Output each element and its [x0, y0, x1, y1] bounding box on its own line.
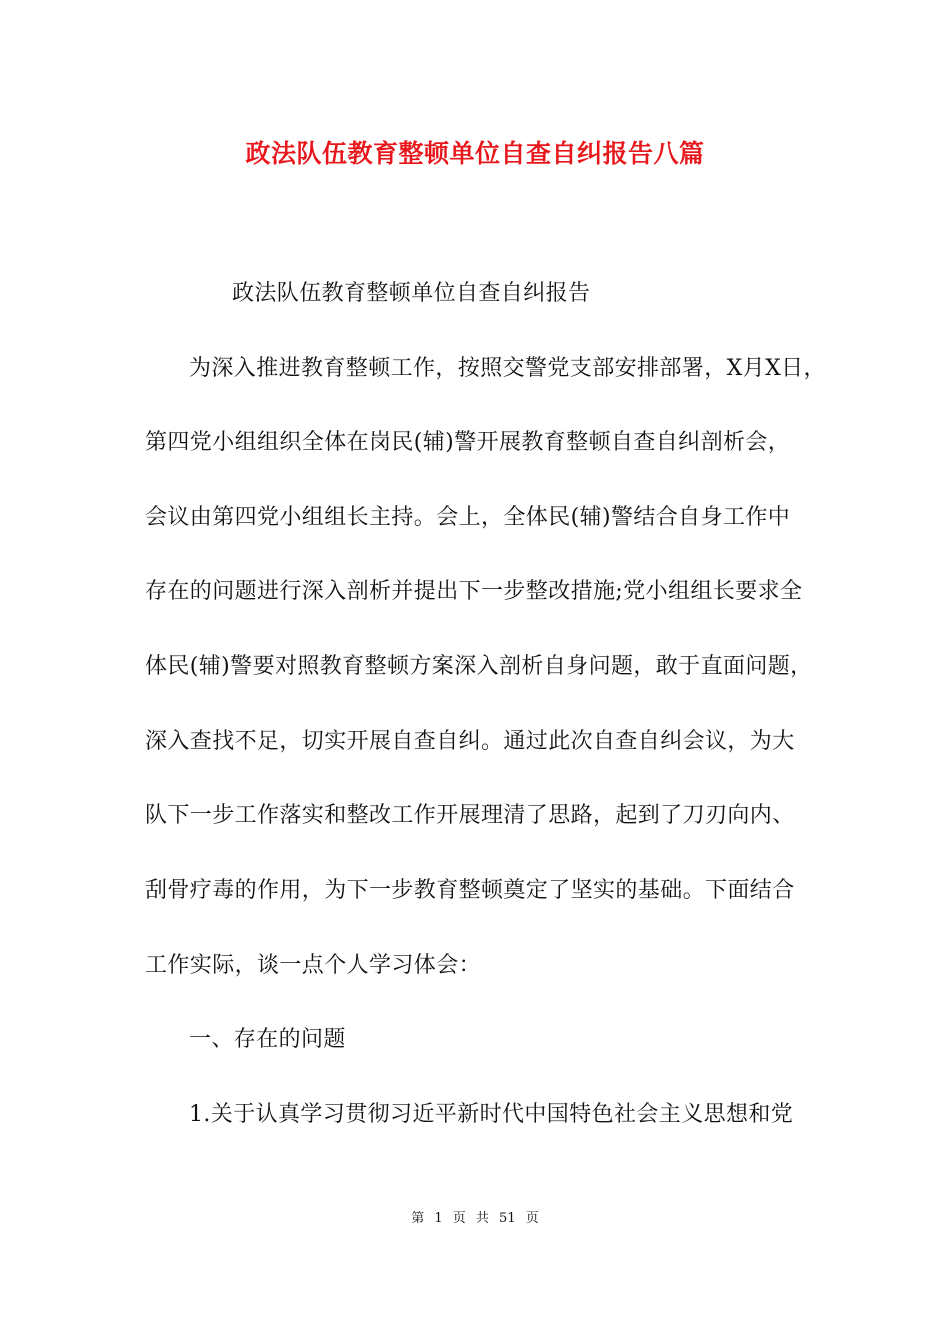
paragraph-line: 刮骨疗毒的作用，为下一步教育整顿奠定了坚实的基础。下面结合 [145, 878, 795, 903]
paragraph-line: 体民(辅)警要对照教育整顿方案深入剖析自身问题，敢于直面问题， [145, 654, 813, 679]
paragraph-line: 队下一步工作落实和整改工作开展理清了思路，起到了刀刃向内、 [145, 803, 795, 828]
paragraph-line: 工作实际，谈一点个人学习体会： [145, 953, 482, 978]
paragraph-line: 存在的问题进行深入剖析并提出下一步整改措施;党小组组长要求全 [145, 579, 803, 604]
paragraph-line: 第四党小组组织全体在岗民(辅)警开展教育整顿自查自纠剖析会， [145, 430, 791, 455]
page-footer: 第 1 页 共 51 页 [411, 1211, 539, 1226]
section-heading: 一、存在的问题 [189, 1027, 346, 1052]
paragraph-line: 1.关于认真学习贯彻习近平新时代中国特色社会主义思想和党 [189, 1102, 794, 1127]
paragraph-line: 会议由第四党小组组长主持。会上，全体民(辅)警结合自身工作中 [145, 505, 791, 530]
document-title: 政法队伍教育整顿单位自查自纠报告八篇 [245, 139, 705, 168]
paragraph-line: 为深入推进教育整顿工作，按照交警党支部安排部署，X月X日， [189, 356, 826, 381]
section-subtitle: 政法队伍教育整顿单位自查自纠报告 [232, 281, 591, 306]
paragraph-line: 深入查找不足，切实开展自查自纠。通过此次自查自纠会议，为大 [145, 729, 795, 754]
